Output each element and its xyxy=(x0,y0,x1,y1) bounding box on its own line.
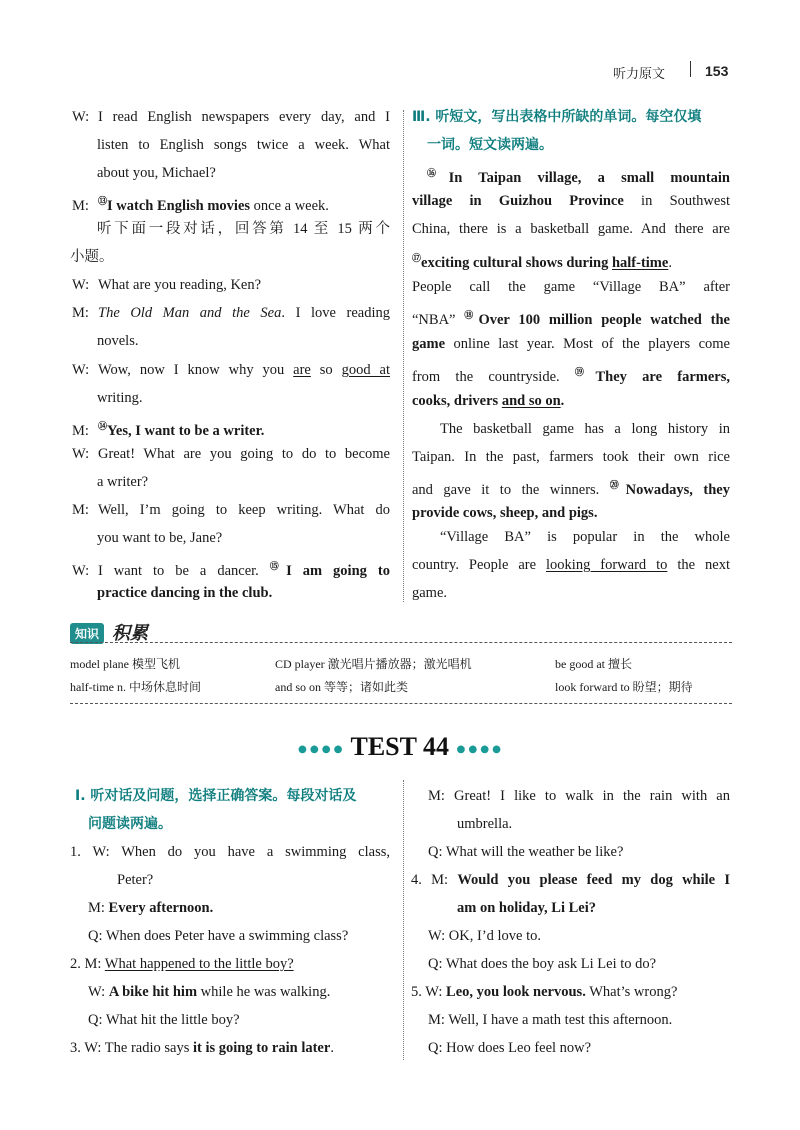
text-line xyxy=(412,447,730,467)
text-run: Every afternoon. xyxy=(108,900,214,916)
text-line xyxy=(117,870,390,890)
text-run: The basketball game has a long history in xyxy=(440,421,730,437)
text-line xyxy=(412,475,730,500)
text-line xyxy=(97,163,390,183)
text-line xyxy=(428,954,730,974)
sentence-marker: ⑬ xyxy=(98,196,108,206)
text-run: Q: When does Peter have a swimming class? xyxy=(88,928,349,944)
knowledge-item: half-time n. 中场休息时间 xyxy=(70,680,201,694)
text-run: 2. M: xyxy=(70,956,105,972)
text-run: Q: How does Leo feel now? xyxy=(428,1040,592,1056)
text-line xyxy=(72,416,390,441)
text-run: Peter? xyxy=(117,872,154,888)
column-divider-lower xyxy=(403,780,404,1060)
text-line xyxy=(72,360,390,380)
text-run: 小题。 xyxy=(70,249,114,265)
text-line xyxy=(428,1038,730,1058)
text-run: provide cows, sheep, and pigs. xyxy=(412,505,598,521)
text-run: I read English newspapers every day, and I xyxy=(98,109,390,125)
text-line xyxy=(412,305,730,330)
text-line xyxy=(428,786,730,806)
text-line xyxy=(70,247,130,267)
text-line xyxy=(412,334,730,354)
text-line xyxy=(412,555,730,575)
text-run: practice dancing in the club. xyxy=(97,585,273,601)
text-line xyxy=(412,391,730,411)
text-line xyxy=(428,842,730,862)
text-line xyxy=(72,275,390,295)
text-line xyxy=(97,331,390,351)
text-line xyxy=(457,898,730,918)
text-run: 5. W: xyxy=(411,984,447,1000)
sentence-marker: ⑲ xyxy=(574,367,596,377)
text-run: Would you please feed my dog while I xyxy=(457,872,731,888)
text-run: 3. W: The radio says xyxy=(70,1040,193,1056)
speaker-label: W: xyxy=(72,362,90,378)
text-run: Q: What does the boy ask Li Lei to do? xyxy=(428,956,657,972)
speaker-label: M: xyxy=(72,197,89,214)
text-run: M: Well, I have a math test this afternoon. xyxy=(428,1012,673,1028)
text-run: writing. xyxy=(97,390,143,406)
text-line xyxy=(97,388,390,408)
text-run: so xyxy=(310,362,342,378)
text-run: They are farmers, xyxy=(595,368,730,385)
text-run: . I love reading xyxy=(281,305,391,321)
text-line xyxy=(411,870,730,890)
text-run: Nowadays, they xyxy=(625,481,730,498)
test-title xyxy=(0,732,800,762)
text-line xyxy=(88,982,390,1002)
text-line xyxy=(75,786,390,806)
text-run: it is going to rain later xyxy=(192,1040,331,1056)
text-run: . xyxy=(560,393,565,409)
text-run: once a week. xyxy=(250,197,329,214)
speaker-label: W: xyxy=(72,562,90,579)
text-run: exciting cultural shows during xyxy=(421,254,612,271)
text-line xyxy=(412,362,730,387)
text-line xyxy=(412,503,730,523)
text-line xyxy=(70,842,390,862)
text-run: 听下面一段对话，回答第 14 至 15 两个 xyxy=(97,221,390,237)
text-line xyxy=(72,191,390,216)
text-run: A bike hit him xyxy=(108,984,198,1000)
text-run: 1. W: When do you have a swimming class, xyxy=(70,844,390,860)
text-line xyxy=(97,219,390,239)
text-run: People call the game “Village BA” after xyxy=(412,279,730,295)
text-run: Q: What will the weather be like? xyxy=(428,844,624,860)
text-run: Well, I’m going to keep writing. What do xyxy=(98,502,390,518)
text-line xyxy=(412,583,730,603)
text-line xyxy=(440,527,730,547)
knowledge-top-rule xyxy=(70,642,732,643)
title-dots-left: ●●●● xyxy=(296,738,345,759)
text-line xyxy=(97,472,390,492)
text-line xyxy=(457,814,730,834)
page-number: 153 xyxy=(705,63,729,79)
speaker-label: W: xyxy=(72,446,90,462)
text-run: listen to English songs twice a week. What xyxy=(97,137,390,153)
text-run: I watch English movies xyxy=(107,197,251,214)
text-run: . xyxy=(668,254,672,271)
header-divider xyxy=(690,61,691,77)
text-line xyxy=(427,135,730,155)
text-run: you want to be, Jane? xyxy=(97,530,223,546)
text-run: in Southwest xyxy=(623,193,730,209)
text-run: about you, Michael? xyxy=(97,165,216,181)
text-line xyxy=(412,107,730,127)
text-line xyxy=(72,303,390,323)
text-line xyxy=(412,191,730,211)
text-run: 一词。短文读两遍。 xyxy=(427,137,553,153)
speaker-label: W: xyxy=(72,277,90,293)
sentence-marker: ⑭ xyxy=(98,421,108,431)
speaker-label: M: xyxy=(72,305,89,321)
text-line xyxy=(70,1038,390,1058)
text-line xyxy=(97,583,390,603)
text-line xyxy=(411,982,730,1002)
text-line xyxy=(88,814,390,834)
text-line xyxy=(97,135,390,155)
speaker-label: M: xyxy=(72,502,89,518)
text-run: Wow, now I know why you xyxy=(98,362,294,378)
text-run: Yes, I want to be a writer. xyxy=(107,422,265,439)
knowledge-item: model plane 模型飞机 xyxy=(70,657,180,671)
text-run: I want to be a dancer. xyxy=(98,562,270,579)
text-line xyxy=(72,556,390,581)
text-run: Ⅰ. 听对话及问题，选择正确答案。每段对话及 xyxy=(75,788,357,804)
text-run: . xyxy=(330,1040,334,1056)
text-run: Ⅲ. 听短文，写出表格中所缺的单词。每空仅填 xyxy=(412,109,702,125)
text-run: cooks, drivers xyxy=(412,393,502,409)
sentence-marker: ⑮ xyxy=(269,561,287,571)
text-run: online last year. Most of the players come xyxy=(445,336,730,352)
text-run: a writer? xyxy=(97,474,149,490)
text-line xyxy=(428,1010,730,1030)
text-run: are xyxy=(293,362,311,378)
text-run: W: xyxy=(88,984,109,1000)
column-divider-upper xyxy=(403,110,404,602)
speaker-label: W: xyxy=(72,109,90,125)
text-run: half-time xyxy=(611,254,669,271)
text-run: village in Guizhou Province xyxy=(412,193,624,209)
text-run: good at xyxy=(341,362,390,378)
text-line xyxy=(428,926,730,946)
running-header-section: 听力原文 xyxy=(613,67,666,82)
text-line xyxy=(97,528,390,548)
text-run: and so on xyxy=(501,393,561,409)
text-run: China, there is a basketball game. And there are xyxy=(412,221,730,237)
knowledge-item: CD player 激光唱片播放器；激光唱机 xyxy=(275,657,472,671)
knowledge-badge: 知识 xyxy=(70,623,104,644)
text-run: the next xyxy=(667,557,730,573)
sentence-marker: ⑰ xyxy=(412,253,422,263)
knowledge-item: look forward to 盼望；期待 xyxy=(555,680,693,694)
text-line xyxy=(72,500,390,520)
knowledge-item: and so on 等等；诸如此类 xyxy=(275,680,408,694)
text-run: umbrella. xyxy=(457,816,513,832)
test-title-text: TEST 44 xyxy=(350,732,450,761)
text-run: 4. M: xyxy=(411,872,458,888)
text-run: while he was walking. xyxy=(197,984,331,1000)
text-run: What’s wrong? xyxy=(585,984,678,1000)
text-run: Taipan. In the past, farmers took their own rice xyxy=(412,449,730,465)
text-run: and gave it to the winners. xyxy=(412,481,610,498)
text-run: What are you reading, Ken? xyxy=(98,277,262,293)
text-run: game. xyxy=(412,585,448,601)
text-run: looking forward to xyxy=(546,557,668,573)
title-dots-right: ●●●● xyxy=(455,738,504,759)
text-line xyxy=(88,926,390,946)
text-run: Q: What hit the little boy? xyxy=(88,1012,240,1028)
knowledge-bottom-rule xyxy=(70,703,732,704)
text-run: Leo, you look nervous. xyxy=(446,984,586,1000)
text-line xyxy=(88,898,390,918)
text-line xyxy=(72,444,390,464)
text-run: 问题读两遍。 xyxy=(88,816,172,832)
text-run: W: OK, I’d love to. xyxy=(428,928,542,944)
text-line xyxy=(72,107,390,127)
text-run: M: Great! I like to walk in the rain with an xyxy=(428,788,730,804)
knowledge-item: be good at 擅长 xyxy=(555,657,632,671)
text-run: The Old Man and the Sea xyxy=(98,305,282,321)
knowledge-title: 积累 xyxy=(112,623,148,643)
text-line xyxy=(427,163,730,188)
text-line xyxy=(412,248,730,273)
text-run: In Taipan village, a small mountain xyxy=(448,169,730,186)
sentence-marker: ⑯ xyxy=(427,168,449,178)
text-run: am on holiday, Li Lei? xyxy=(457,900,596,916)
text-run: Over 100 million people watched the xyxy=(478,311,730,328)
text-line xyxy=(412,219,730,239)
text-run: game xyxy=(412,336,446,352)
text-line xyxy=(440,419,730,439)
text-run: novels. xyxy=(97,333,139,349)
text-run: “Village BA” is popular in the whole xyxy=(440,529,730,545)
text-run: country. People are xyxy=(412,557,547,573)
speaker-label: M: xyxy=(72,422,89,439)
text-line xyxy=(412,277,730,297)
text-run: What happened to the little boy? xyxy=(104,956,294,972)
text-line xyxy=(88,1010,390,1030)
text-run: Great! What are you going to do to become xyxy=(98,446,390,462)
text-run: “NBA” xyxy=(412,311,465,328)
sentence-marker: ⑱ xyxy=(464,310,479,320)
text-run: from the countryside. xyxy=(412,368,575,385)
text-run: M: xyxy=(88,900,109,916)
text-run: I am going to xyxy=(286,562,390,579)
text-line xyxy=(70,954,390,974)
sentence-marker: ⑳ xyxy=(609,480,626,490)
